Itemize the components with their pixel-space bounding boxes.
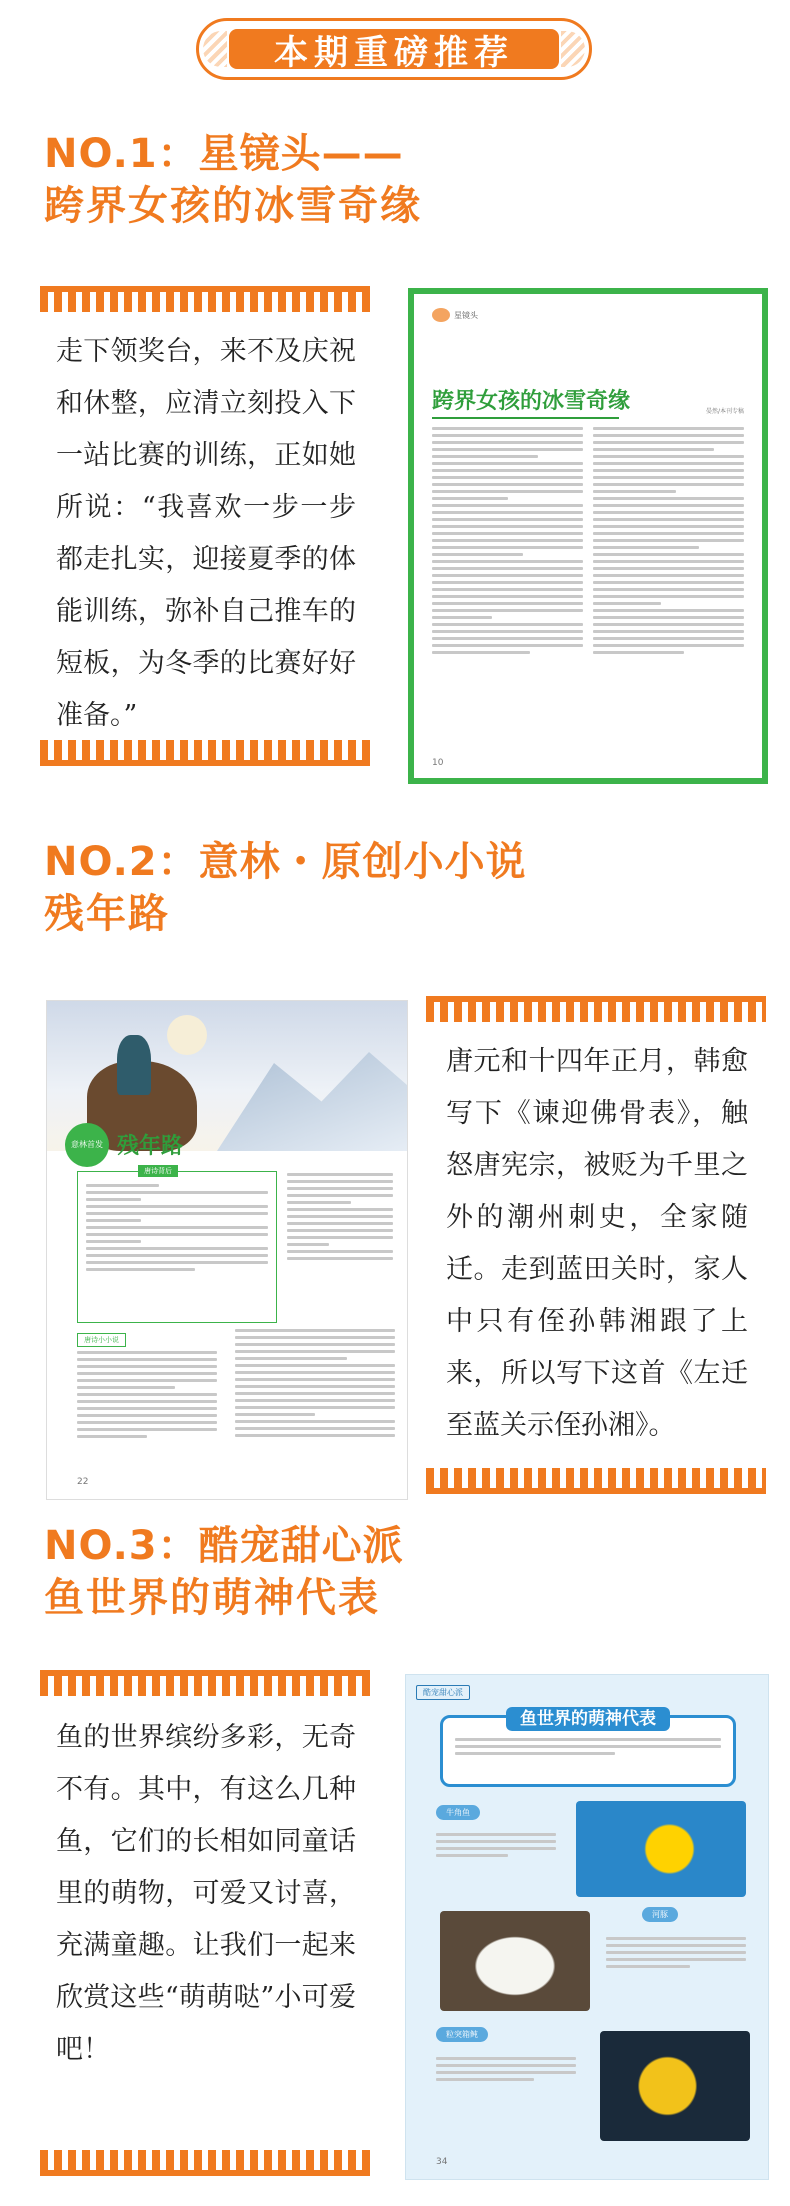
poem-box-text [86, 1184, 268, 1271]
page-number: 22 [77, 1477, 89, 1487]
title-underline [432, 417, 619, 419]
header-banner [196, 18, 592, 80]
section-2-heading-line1: NO.2：意林・原创小小说 [44, 839, 527, 885]
story-text-right [235, 1329, 395, 1437]
intro-text [455, 1738, 721, 1755]
page-column-label: 星镜头 [432, 308, 744, 322]
fish-tag-cowfish: 牛角鱼 [436, 1805, 480, 1820]
section-2-heading [44, 836, 527, 940]
poem-box-tag: 唐诗背后 [138, 1165, 178, 1177]
page-number: 10 [432, 758, 444, 768]
moon-shape [167, 1015, 207, 1055]
page-title: 残年路 [117, 1134, 184, 1159]
boxfish-text [436, 2057, 576, 2081]
section-3-heading-line2: 鱼世界的萌神代表 [44, 1575, 380, 1621]
text-column-right [593, 427, 744, 654]
mountain-shape [217, 1041, 407, 1151]
cowfish-text [436, 1833, 556, 1857]
fish-tag-pufferfish: 河豚 [642, 1907, 678, 1922]
section-2-heading-line2: 残年路 [44, 891, 170, 937]
first-release-badge: 意林首发 [65, 1123, 109, 1167]
section-2-body: 唐元和十四年正月，韩愈写下《谏迎佛骨表》，触怒唐宪宗，被贬为千里之外的潮州刺史，全家随迁。走到蓝田关时，家人中只有侄孙韩湘跟了上来，所以写下这首《左迁至蓝关示侄孙湘》。 [446, 1046, 748, 1441]
rider-shape [117, 1035, 151, 1095]
section-1-heading [44, 128, 422, 232]
section-1-heading-line2: 跨界女孩的冰雪奇缘 [44, 183, 422, 229]
mascot-icon [432, 308, 450, 322]
section-3-fringe-bottom [40, 2150, 370, 2176]
header-inner [229, 29, 559, 73]
poem-box [77, 1167, 277, 1323]
pufferfish-photo [440, 1911, 590, 2011]
section-3-body: 鱼的世界缤纷多彩，无奇不有。其中，有这么几种鱼，它们的长相如同童话里的萌物，可爱又讨喜，充满童趣。让我们一起来欣赏这些“萌萌哒”小可爱吧！ [56, 1722, 356, 2065]
section-2-magazine-page[interactable] [46, 1000, 408, 1500]
cowfish-photo [576, 1801, 746, 1897]
page-number: 34 [436, 2157, 448, 2167]
section-1-body: 走下领奖台，来不及庆祝和休整，应清立刻投入下一站比赛的训练，正如她所说：“我喜欢一步一步都走扎实，迎接夏季的体能训练，弥补自己推车的短板，为冬季的比赛好好准备。” [56, 336, 356, 731]
text-column-left [432, 427, 583, 654]
section-1-fringe-top [40, 286, 370, 312]
section-3-heading [44, 1520, 404, 1624]
page-column-label: 酷宠甜心派 [416, 1685, 470, 1700]
section-2-fringe-bottom [426, 1468, 766, 1494]
section-1-heading-line1: NO.1：星镜头—— [44, 131, 404, 177]
title-box [440, 1709, 736, 1787]
section-1-fringe-bottom [40, 740, 370, 766]
section-3-magazine-page[interactable] [405, 1674, 769, 2180]
section-3-fringe-top [40, 1670, 370, 1696]
fish-tag-boxfish: 粒突箱鲀 [436, 2027, 488, 2042]
story-text-left [77, 1351, 217, 1438]
page-byline: 晏然/本刊专稿 [705, 408, 744, 415]
header-stripes-left [203, 31, 227, 67]
page-title: 鱼世界的萌神代表 [443, 1704, 733, 1729]
page-title: 跨界女孩的冰雪奇缘 [432, 389, 631, 414]
section-1-magazine-page[interactable] [408, 288, 768, 784]
header-title: 本期重磅推荐 [274, 32, 514, 73]
section-3-heading-line1: NO.3：酷宠甜心派 [44, 1523, 404, 1569]
header-stripes-right [561, 31, 585, 67]
boxfish-photo [600, 2031, 750, 2141]
page-text-columns [432, 427, 744, 654]
story-subtag: 唐诗小小说 [77, 1333, 126, 1347]
poem-side-text [287, 1173, 393, 1260]
section-2-fringe-top [426, 996, 766, 1022]
pufferfish-text [606, 1937, 746, 1968]
